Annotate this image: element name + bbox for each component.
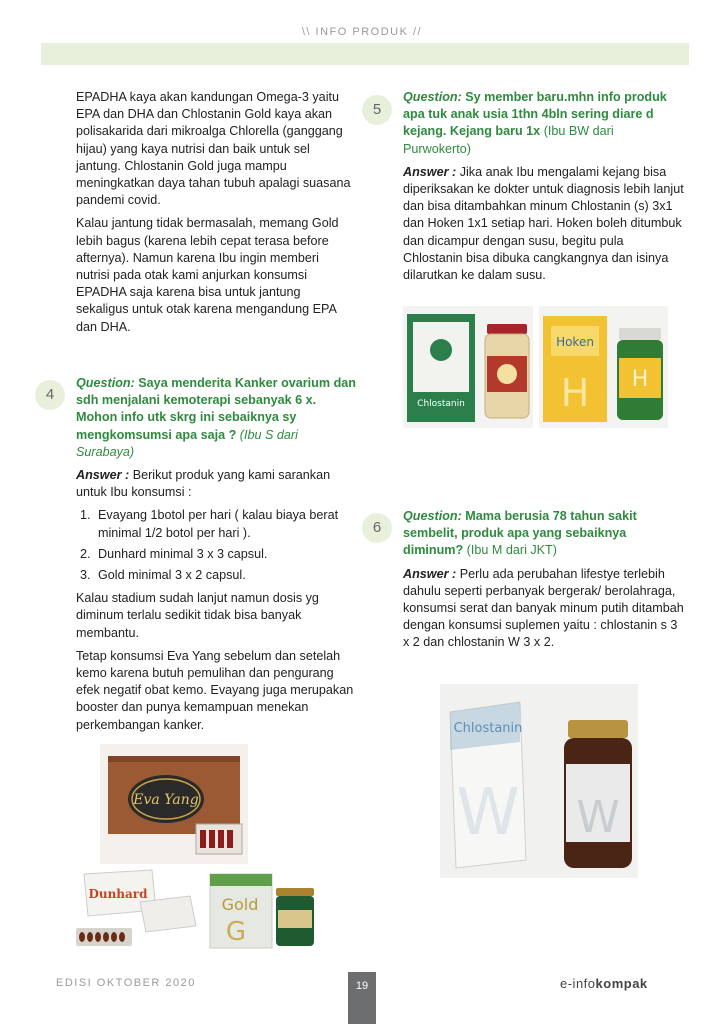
dunhard-label: Dunhard [88,887,148,901]
answer-4-paragraph-2: Tetap konsumsi Eva Yang sebelum dan setelah kemo karena butuh pemulihan dan pengurang efek negatif obat kemo. Evayang juga merupakan booster dan punya kemampuan menekan perkembangan kanker. [76,648,354,732]
section-header: \\ INFO PRODUK // [301,26,423,38]
answer-4-paragraph-1: Kalau stadium sudah lanjut namun dosis yg diminum terlalu sedikit tidak bisa banyak membantu. [76,591,319,640]
svg-text:H: H [631,367,649,392]
question-number-6: 6 [362,513,392,543]
answer-label: Answer : [403,164,457,179]
question-5-block [403,89,685,290]
question-4-asker: (Ibu S dari Surabaya) [76,427,298,459]
brand-bold: kompak [595,976,648,991]
question-number-5: 5 [362,95,392,125]
gold-photo [206,870,318,950]
question-6 [403,508,685,560]
question-label: Question: [403,90,462,104]
list-item: 1. Evayang 1botol per hari ( kalau biaya berat minimal 1/2 botol per hari ). [94,507,358,541]
hoken-label: Hoken [556,335,594,349]
question-5-asker: (Ibu BW dari Purwokerto) [403,124,614,156]
left-column-intro [76,89,354,342]
question-5-text: Sy member baru.mhn info produk apa tuk anak usia 1thn 4bln sering diare d kejang. Kejang baru 1x [403,90,667,139]
question-6-asker: (Ibu M dari JKT) [466,543,557,558]
w-letter: W [456,776,520,850]
question-number-4: 4 [35,380,65,410]
answer-label: Answer : [76,468,130,483]
list-item: 3. Gold minimal 3 x 2 capsul. [94,567,358,584]
page-number-text: 19 [355,980,369,992]
edition-label: EDISI OKTOBER 2020 [56,977,196,989]
brand-logo [560,976,648,991]
answer-4-list [76,507,358,584]
hoken-letter: H [560,371,590,415]
question-6-text: Mama berusia 78 tahun sakit sembelit, produk apa yang sebaiknya diminum? [403,509,637,558]
evayang-photo [100,744,248,864]
svg-text:W: W [576,792,620,843]
gold-label: Gold [221,895,259,914]
answer-4-intro [76,467,358,501]
header-band [41,43,689,65]
question-label: Question: [76,376,135,390]
answer-6-text: Perlu ada perubahan lifestye terlebih dahulu seperti perbanyak bergerak/ berolahraga, konsumsi serat dan banyak minum putih ditambah dengan konsumsi suplemen yaitu : chlostanin s 3 x 2 dan chlostanin W 3 x 2. [403,566,684,650]
question-4-text: Saya menderita Kanker ovarium dan sdh menjalani kemoterapi sebanyak 6 x. Mohon info utk skrg ini sebaiknya sy mengkomsumsi apa saja ? [76,376,356,442]
intro-paragraph-1: EPADHA kaya akan kandungan Omega-3 yaitu EPA dan DHA dan Chlostanin Gold kaya akan polisakarida dari mikroalga Chlorella (ganggang hijau) yang kaya nutrisi dan baik untuk sel jantung. Chlostanin Gold juga mampu meningkatkan daya tahan tubuh apalagi suasana pandemi covid. [76,90,351,208]
brand-prefix: e-info [560,976,596,991]
question-4-block [76,375,358,740]
chlostanin-label: Chlostanin [417,399,465,409]
answer-label: Answer : [403,566,457,581]
dunhard-photo [72,866,200,950]
gold-letter: G [225,917,247,947]
answer-6 [403,566,685,652]
answer-4-intro-text: Berikut produk yang kami sarankan untuk Ibu konsumsi : [76,468,331,500]
answer-5-text: Jika anak Ibu mengalami kejang bisa diperiksakan ke dokter untuk diagnosis lebih lanjut dan bisa ditambahkan minum Chlostanin (s) 3x1 dan Hoken 1x1 setiap hari. Hoken boleh ditumbuk dan dicampur dengan susu, begitu pula Chlostanin bisa dibuka cangkangnya dan isinya dilarutkan ke dalam susu. [403,164,684,283]
list-item: 2. Dunhard minimal 3 x 3 capsul. [94,546,358,563]
chlostanin-w-photo [440,684,638,878]
evayang-label: Eva Yang [133,792,199,808]
question-6-block [403,508,685,658]
question-label: Question: [403,509,462,523]
intro-paragraph-2: Kalau jantung tidak bermasalah, memang Gold lebih bagus (karena lebih cepat terasa before afternya). Namun karena Ibu ingin memberi nutrisi pada otak kami anjurkan konsumsi EPADHA saja karena bisa untuk jantung sekaligus untuk otak karena mengandung EPA dan DHA. [76,216,339,334]
page-number [348,972,376,1024]
question-5 [403,89,685,158]
chlostanin-photo [403,306,533,428]
question-4 [76,375,358,461]
w-label: Chlostanin [453,721,523,736]
answer-5 [403,164,685,284]
hoken-photo [539,306,668,428]
